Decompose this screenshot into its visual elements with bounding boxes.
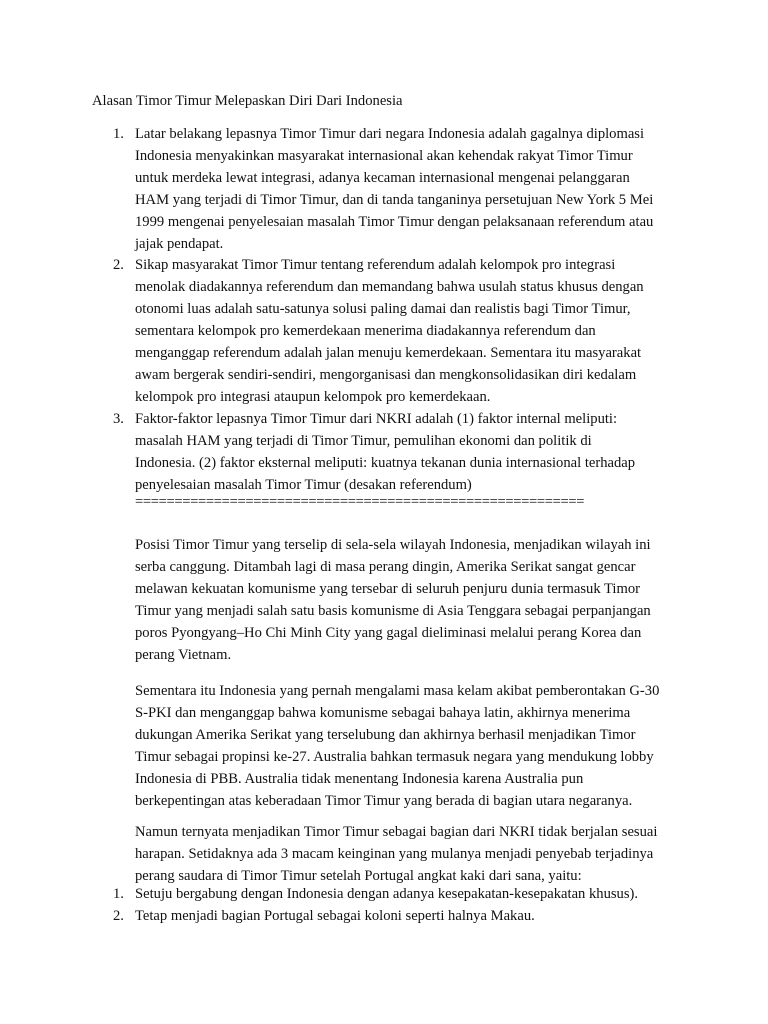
wishes-list	[0, 884, 695, 928]
list-item	[0, 255, 655, 408]
list-item-number: 1.	[113, 886, 124, 902]
list-item	[0, 124, 655, 255]
paragraph-expectations: Namun ternyata menjadikan Timor Timur sebagai bagian dari NKRI tidak berjalan sesuai harapan. Setidaknya ada 3 macam keinginan yang mulanya menjadi penyebab terjadinya perang saudara di Timor Timur setelah Portugal angkat kaki dari sana, yaitu:	[135, 824, 658, 884]
list-item	[0, 906, 695, 928]
list-item-number: 2.	[113, 257, 124, 274]
list-item-text: Tetap menjadi bagian Portugal sebagai koloni seperti halnya Makau.	[135, 907, 535, 924]
reasons-list	[0, 124, 655, 496]
list-item-number: 3.	[113, 410, 124, 427]
list-item-text: Faktor-faktor lepasnya Timor Timur dari NKRI adalah (1) faktor internal meliputi: masalah HAM yang terjadi di Timor Timur, pemulihan ekonomi dan politik di Indonesia. (2) faktor eksternal meliputi: kuatnya tekanan dunia internasional terhadap penyelesaian masalah Timor Timur (desakan referendum)	[135, 410, 636, 493]
list-item-text: Setuju bergabung dengan Indonesia dengan adanya kesepakatan-kesepakatan khusus).	[135, 886, 639, 902]
list-item-text: Sikap masyarakat Timor Timur tentang referendum adalah kelompok pro integrasi menolak diadakannya referendum dan memandang bahwa usulah status khusus dengan otonomi luas adalah satu-satunya solusi paling damai dan realistis bagi Timor Timur, sementara kelompok pro kemerdekaan menerima diadakannya referendum dan menganggap referendum adalah jalan menuju kemerdekaan. Sementara itu masyarakat awam bergerak sendiri-sendiri, mengorganisasi dan mengkonsolidasikan diri kedalam kelompok pro integrasi ataupun kelompok pro kemerdekaan.	[135, 257, 644, 405]
paragraph-indonesia: Sementara itu Indonesia yang pernah mengalami masa kelam akibat pemberontakan G-30 S-PKI dan menganggap bahwa komunisme sebagai bahaya latin, akhirnya menerima dukungan Amerika Serikat yang terselubung dan akhirnya berhasil menjadikan Timor Timur sebagai propinsi ke-27. Australia bahkan termasuk negara yang mendukung lobby Indonesia di PBB. Australia tidak menentang Indonesia karena Australia pun berkepentingan atas keberadaan Timor Timur yang berada di bagian utara negaranya.	[135, 683, 660, 809]
list-item-text: Latar belakang lepasnya Timor Timur dari negara Indonesia adalah gagalnya diplomasi Indonesia menyakinkan masyarakat internasional akan kehendak rakyat Timor Timur untuk merdeka lewat integrasi, adanya kecaman internasional mengenai pelanggaran HAM yang terjadi di Timor Timur, dan di tanda tanganinya persetujuan New York 5 Mei 1999 mengenai penyelesaian masalah Timor Timur dengan pelaksanaan referendum atau jajak pendapat.	[135, 126, 654, 252]
list-item	[0, 884, 695, 906]
separator-line: =========================================================	[135, 494, 585, 510]
list-item	[0, 409, 655, 497]
list-item-number: 1.	[113, 126, 124, 142]
paragraph-position: Posisi Timor Timur yang terselip di sela-sela wilayah Indonesia, menjadikan wilayah ini serba canggung. Ditambah lagi di masa perang dingin, Amerika Serikat sangat gencar melawan kekuatan komunisme yang tersebar di seluruh penjuru dunia termasuk Timor Timur yang menjadi salah satu basis komunisme di Asia Tenggara sebagai perpanjangan poros Pyongyang–Ho Chi Minh City yang gagal dieliminasi melalui perang Korea dan perang Vietnam.	[135, 537, 651, 663]
list-item-number: 2.	[113, 907, 124, 924]
document-title: Alasan Timor Timur Melepaskan Diri Dari Indonesia	[92, 93, 403, 109]
